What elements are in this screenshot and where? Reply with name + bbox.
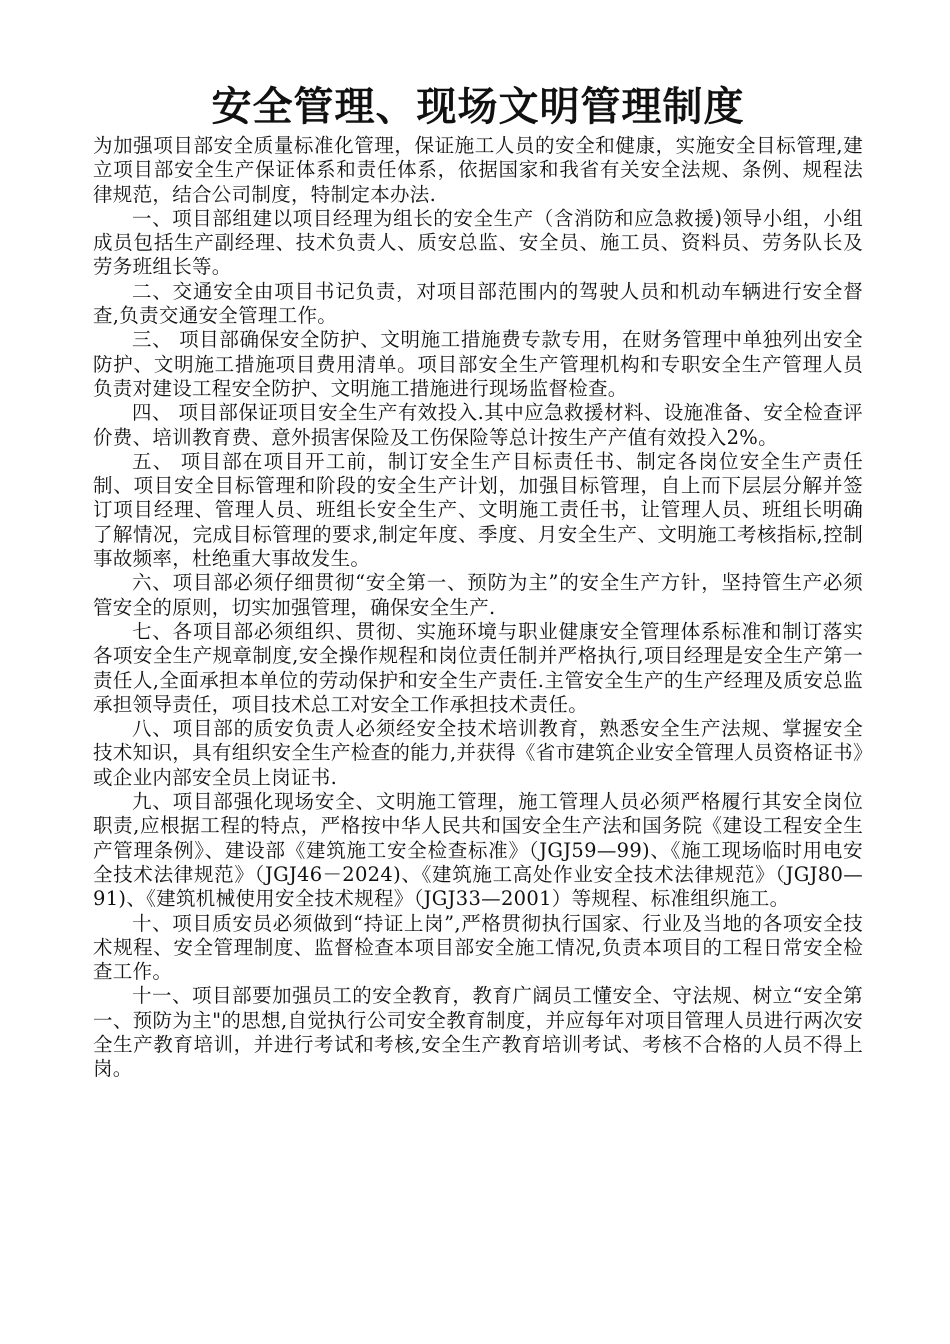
clause-8-paragraph: 八、项目部的质安负责人必须经安全技术培训教育，熟悉安全生产法规、掌握安全技术知识，具有组织安全生产检查的能力,并获得《省市建筑企业安全管理人员资格证书》或企业内部安全员上岗证书. <box>93 717 863 789</box>
clause-9-paragraph: 九、项目部强化现场安全、文明施工管理，施工管理人员必须严格履行其安全岗位职责,应根据工程的特点，严格按中华人民共和国安全生产法和国务院《建设工程安全生产管理条例》、建设部《建筑施工安全检查标准》（JGJ59—99)、《施工现场临时用电安全技术法律规范》（JGJ46－2024)、《建筑施工高处作业安全技术法律规范》（JGJ80—91)、《建筑机械使用安全技术规程》（JGJ33—2001）等规程、标准组织施工。 <box>93 790 863 911</box>
clause-11-paragraph: 十一、项目部要加强员工的安全教育，教育广阔员工懂安全、守法规、树立“安全第一、预防为主"的思想,自觉执行公司安全教育制度，并应每年对项目管理人员进行两次安全生产教育培训，并进行考试和考核,安全生产教育培训考试、考核不合格的人员不得上岗。 <box>93 984 863 1081</box>
clause-10-paragraph: 十、项目质安员必须做到“持证上岗”,严格贯彻执行国家、行业及当地的各项安全技术规程、安全管理制度、监督检查本项目部安全施工情况,负责本项目的工程日常安全检查工作。 <box>93 911 863 984</box>
document-title: 安全管理、现场文明管理制度 <box>211 84 745 130</box>
clause-6-paragraph: 六、项目部必须仔细贯彻“安全第一、预防为主”的安全生产方针，坚持管生产必须管安全的原则，切实加强管理，确保安全生产. <box>93 571 863 619</box>
clause-4-paragraph: 四、 项目部保证项目安全生产有效投入.其中应急救援材料、设施准备、安全检查评价费、培训教育费、意外损害保险及工伤保险等总计按生产产值有效投入2%。 <box>93 401 863 449</box>
clause-2-paragraph: 二、交通安全由项目书记负责，对项目部范围内的驾驶人员和机动车辆进行安全督查,负责交通安全管理工作。 <box>93 279 863 328</box>
clause-3-paragraph: 三、 项目部确保安全防护、文明施工措施费专款专用，在财务管理中单独列出安全防护、文明施工措施项目费用清单。项目部安全生产管理机构和专职安全生产管理人员负责对建设工程安全防护、文明施工措施进行现场监督检查。 <box>93 328 863 400</box>
intro-paragraph: 为加强项目部安全质量标准化管理，保证施工人员的安全和健康，实施安全目标管理,建立项目部安全生产保证体系和责任体系，依据国家和我省有关安全法规、条例、规程法律规范，结合公司制度，特制定本办法. <box>93 134 863 206</box>
clause-7-paragraph: 七、各项目部必须组织、贯彻、实施环境与职业健康安全管理体系标准和制订落实各项安全生产规章制度,安全操作规程和岗位责任制并严格执行,项目经理是安全生产第一责任人,全面承担本单位的劳动保护和安全生产责任.主管安全生产的生产经理及质安总监承担领导责任，项目技术总工对安全工作承担技术责任。 <box>93 619 863 716</box>
document-page <box>93 84 863 1082</box>
clause-1-paragraph: 一、项目部组建以项目经理为组长的安全生产（含消防和应急救援)领导小组，小组成员包括生产副经理、技术负责人、质安总监、安全员、施工员、资料员、劳务队长及劳务班组长等。 <box>93 206 863 279</box>
document-body <box>93 134 863 1082</box>
clause-5-paragraph: 五、 项目部在项目开工前，制订安全生产目标责任书、制定各岗位安全生产责任制、项目安全目标管理和阶段的安全生产计划，加强目标管理，自上而下层层分解并签订项目经理、管理人员、班组长安全生产、文明施工责任书，让管理人员、班组长明确了解情况，完成目标管理的要求,制定年度、季度、月安全生产、文明施工考核指标,控制事故频率，杜绝重大事故发生。 <box>93 449 863 571</box>
